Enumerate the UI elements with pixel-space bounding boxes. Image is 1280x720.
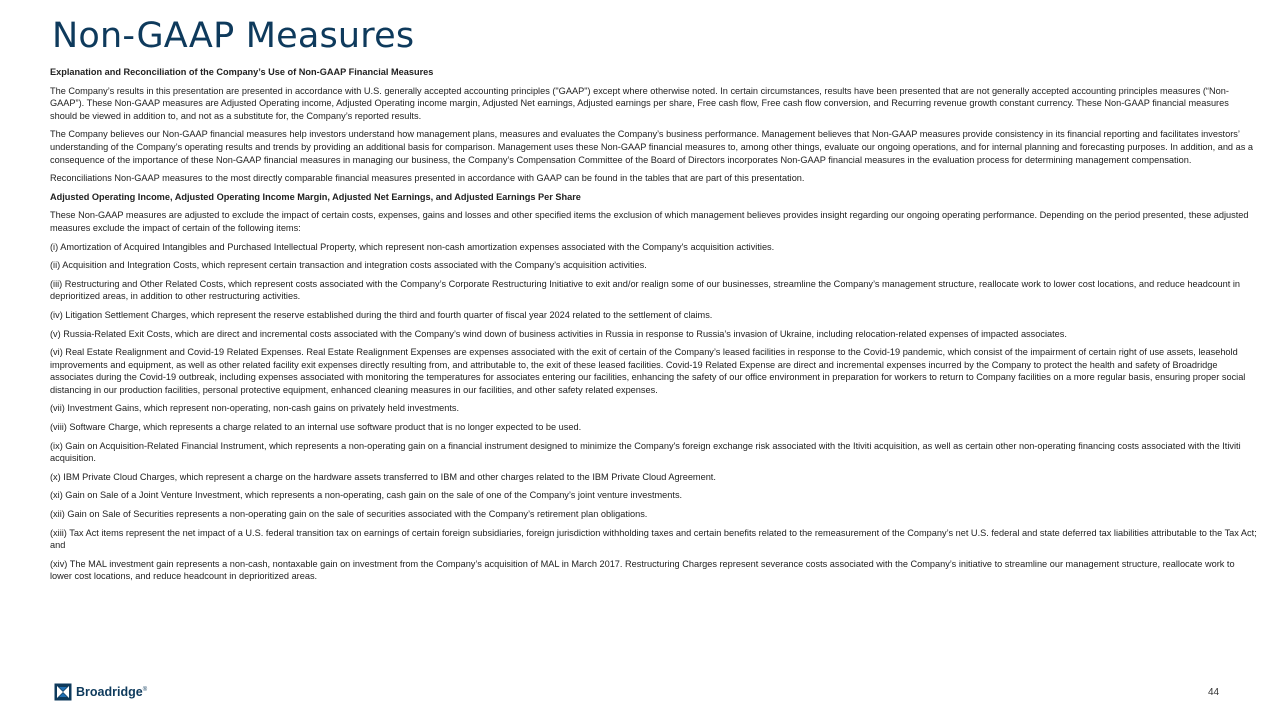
- slide-title: Non-GAAP Measures: [52, 16, 415, 56]
- list-item: (vi) Real Estate Realignment and Covid-19 Related Expenses. Real Estate Realignment Expenses are expenses associated with the exit of certain of the Company’s leased facilities in response to the Covid-19 pandemic, which consist of the impairment of certain right of use assets, leasehold improvements and equipment, as well as other related facility exit expenses directly resulting from, and attributable to, the exit of these leased facilities. Covid-19 Related Expense are direct and incremental expenses incurred by the Company to protect the health and safety of Broadridge associates during the Covid-19 outbreak, including expenses associated with monitoring the temperatures for associates entering our facilities, enhancing the safety of our office environment in preparation for workers to return to Company facilities on a more regular basis, ensuring proper social distancing in our production facilities, personal protective equipment, enhanced cleaning measures in our facilities, and other safety related expenses.: [50, 347, 1246, 395]
- paragraph-management-belief: The Company believes our Non-GAAP financial measures help investors understand how management plans, measures and evaluates the Company’s business performance. Management believes that Non-GAAP measures provide consistency in its financial reporting and facilitates investors’ understanding of the Company’s operating results and trends by providing an additional basis for comparison. Management uses these Non-GAAP financial measures to, among other things, evaluate our ongoing operations, and for internal planning and forecasting purposes. In addition, and as a consequence of the importance of these Non-GAAP financial measures in managing our business, the Company’s Compensation Committee of the Board of Directors incorporates Non-GAAP financial measures in the evaluation process for determining management compensation.: [50, 129, 1253, 165]
- broadridge-logo: [54, 683, 147, 701]
- page-number: 44: [1208, 687, 1220, 698]
- list-item: (x) IBM Private Cloud Charges, which represent a charge on the hardware assets transferred to IBM and other charges related to the IBM Private Cloud Agreement.: [50, 471, 716, 482]
- paragraph-reconciliations: Reconciliations Non-GAAP measures to the most directly comparable financial measures presented in accordance with GAAP can be found in the tables that are part of this presentation.: [50, 173, 805, 184]
- logo-wordmark: Broadridge®: [76, 685, 148, 699]
- list-item: (ii) Acquisition and Integration Costs, which represent certain transaction and integration costs associated with the Company’s acquisition activities.: [50, 260, 647, 271]
- list-item: (vii) Investment Gains, which represent non-operating, non-cash gains on privately held investments.: [50, 403, 460, 414]
- list-item: (xi) Gain on Sale of a Joint Venture Investment, which represents a non-operating, cash gain on the sale of one of the Company’s joint venture investments.: [50, 490, 683, 501]
- list-item: (viii) Software Charge, which represents a charge related to an internal use software product that is no longer expected to be used.: [50, 422, 582, 433]
- section-heading-explanation: Explanation and Reconciliation of the Company’s Use of Non-GAAP Financial Measures: [50, 67, 434, 77]
- list-item: (xii) Gain on Sale of Securities represents a non-operating gain on the sale of securities associated with the Company’s retirement plan obligations.: [50, 509, 648, 520]
- list-item: (iii) Restructuring and Other Related Costs, which represent costs associated with the Company’s Corporate Restructuring Initiative to exit and/or realign some of our businesses, streamline the Company’s management structure, reallocate work to lower cost locations, and reduce headcount in deprioritized areas, in addition to other restructuring activities.: [50, 278, 1241, 302]
- list-item: (xiv) The MAL investment gain represents a non-cash, nontaxable gain on investment from the Company’s acquisition of MAL in March 2017. Restructuring Charges represent severance costs associated with the Company’s initiative to streamline our management structure, reallocate work to lower cost locations, and reduce headcount in deprioritized areas.: [50, 558, 1235, 582]
- paragraph-gaap-intro: The Company’s results in this presentation are presented in accordance with U.S. generally accepted accounting principles ("GAAP") except where otherwise noted. In certain circumstances, results have been presented that are not generally accepted accounting principles measures (“Non-GAAP”). These Non-GAAP measures are Adjusted Operating income, Adjusted Operating income margin, Adjusted Net earnings, Adjusted earnings per share, Free cash flow, Free cash flow conversion, and Recurring revenue growth constant currency. These Non-GAAP financial measures should be viewed in addition to, and not as a substitute for, the Company’s reported results.: [50, 85, 1229, 121]
- list-item: (i) Amortization of Acquired Intangibles and Purchased Intellectual Property, which represent non-cash amortization expenses associated with the Company's acquisition activities.: [50, 241, 775, 252]
- section-heading-adjusted: Adjusted Operating Income, Adjusted Operating Income Margin, Adjusted Net Earnings, and Adjusted Earnings Per Share: [50, 191, 581, 202]
- broadridge-logo-mark-icon: [54, 683, 72, 701]
- list-item: (v) Russia-Related Exit Costs, which are direct and incremental costs associated with the Company’s wind down of business activities in Russia in response to Russia’s invasion of Ukraine, including relocation-related expenses of impacted associates.: [50, 328, 1067, 339]
- slide-content: [50, 66, 1258, 589]
- paragraph-adjusted-intro: These Non-GAAP measures are adjusted to exclude the impact of certain costs, expenses, gains and losses and other specified items the exclusion of which management believes provides insight regarding our ongoing operating performance. Depending on the period presented, these adjusted measures exclude the impact of certain of the following items:: [50, 210, 1249, 233]
- list-item: (xiii) Tax Act items represent the net impact of a U.S. federal transition tax on earnings of certain foreign subsidiaries, foreign jurisdiction withholding taxes and certain benefits related to the remeasurement of the Company’s net U.S. federal and state deferred tax liabilities attributable to the Tax Act; and: [50, 527, 1257, 551]
- list-item: (ix) Gain on Acquisition-Related Financial Instrument, which represents a non-operating gain on a financial instrument designed to minimize the Company's foreign exchange risk associated with the Itiviti acquisition, as well as certain other non-operating financing costs associated with the Itiviti acquisition.: [50, 440, 1241, 464]
- list-item: (iv) Litigation Settlement Charges, which represent the reserve established during the third and fourth quarter of fiscal year 2024 related to the settlement of claims.: [50, 309, 713, 320]
